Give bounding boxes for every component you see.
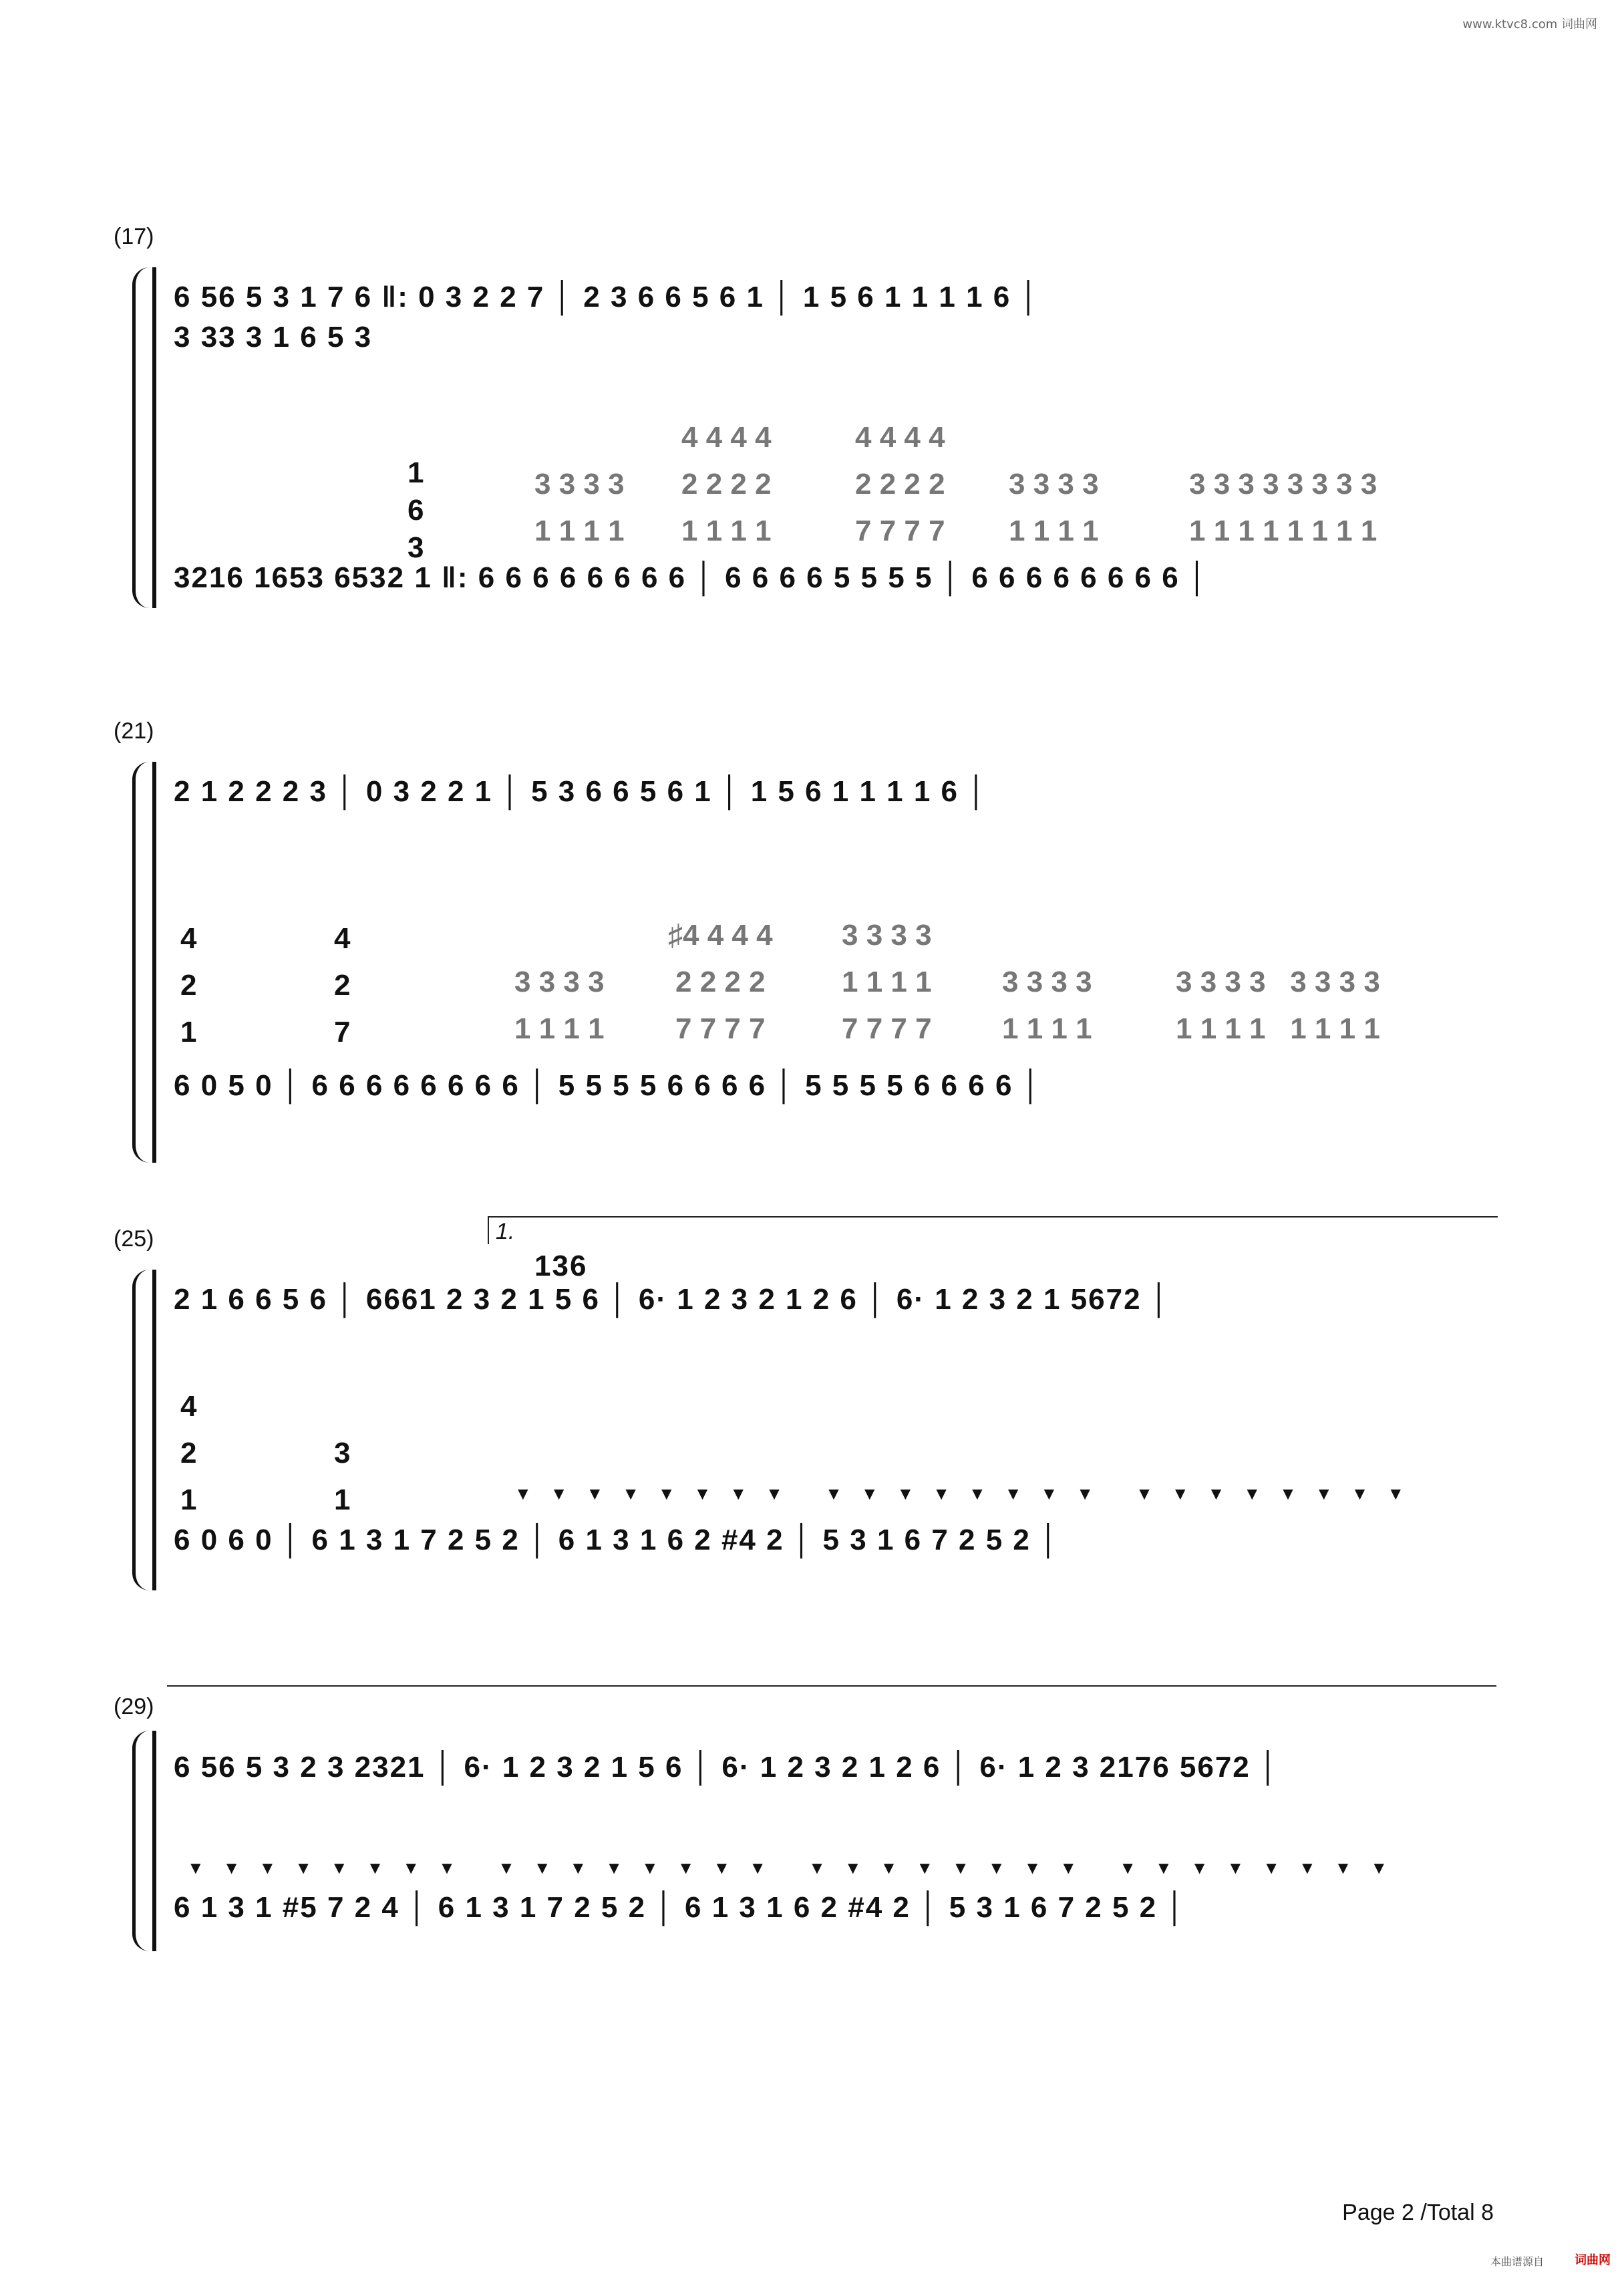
lower-staff: 6 0 5 0 │ 6 6 6 6 6 6 6 6 │ 5 5 5 5 6 6 6 6 │ 5 5 5 5 6 6 6 6 │: [174, 1069, 1043, 1102]
chord-stack: 4 4 4 4 2 2 2 2 1 1 1 1: [681, 421, 772, 547]
grand-staff-brace: [132, 1731, 153, 1951]
footer-source: [1490, 2253, 1544, 2269]
measure-number: (29): [114, 1694, 154, 1719]
site-watermark: www.ktvc8.com 词曲网: [1462, 17, 1597, 31]
lower-staff: 6 0 6 0 │ 6 1 3 1 7 2 5 2 │ 6 1 3 1 6 2 #4 2 │ 5 3 1 6 7 2 5 2 │: [174, 1524, 1060, 1556]
chord-stack: 3 3 3 3 3 3 3 3 1 1 1 1 1 1 1 1: [1189, 468, 1377, 547]
system-17: [114, 214, 1510, 615]
chord-stack: 4 2 1: [180, 1390, 197, 1516]
chord-stack: 3 3 3 3 1 1 1 1: [1002, 966, 1092, 1045]
section-rule: [167, 1685, 1496, 1687]
arpeggio-chord: 1 6 3: [408, 456, 424, 564]
lower-staff: 6 1 3 1 #5 7 2 4 │ 6 1 3 1 7 2 5 2 │ 6 1 3 1 6 2 #4 2 │ 5 3 1 6 7 2 5 2 │: [174, 1891, 1186, 1924]
staccato-marks: ▼▼▼▼▼▼▼▼ ▼▼▼▼▼▼▼▼ ▼▼▼▼▼▼▼▼ ▼▼▼▼▼▼▼▼: [187, 1858, 1407, 1878]
upper-staff-top-notes: 136: [534, 1250, 588, 1282]
upper-staff: 6 56 5 3 1 7 6 ‖: 0 3 2 2 7 │ 2 3 6 6 5 6 1 │ 1 5 6 1 1 1 1 6 │: [174, 281, 1040, 313]
first-ending-bracket: [488, 1216, 1498, 1244]
chord-stack: 4 2 1: [180, 922, 197, 1048]
upper-staff-lower-voice: 3 33 3 1 6 5 3: [174, 321, 373, 353]
chord-stack: ♯4 4 4 4 2 2 2 2 7 7 7 7: [668, 919, 773, 1045]
grand-staff-brace: [132, 267, 153, 608]
system-21: [114, 715, 1510, 1116]
upper-staff: 6 56 5 3 2 3 2321 │ 6· 1 2 3 2 1 5 6 │ 6· 1 2 3 2 1 2 6 │ 6· 1 2 3 2176 5672 │: [174, 1751, 1280, 1783]
chord-stack: 3 3 3 3 1 1 1 1: [534, 468, 625, 547]
left-barline: [152, 267, 156, 608]
upper-staff: 2 1 6 6 5 6 │ 6661 2 3 2 1 5 6 │ 6· 1 2 3 2 1 2 6 │ 6· 1 2 3 2 1 5672 │: [174, 1283, 1171, 1316]
system-25: [114, 1216, 1510, 1590]
measure-number: (17): [114, 224, 154, 249]
left-barline: [152, 1731, 156, 1951]
chord-stack: 3 3 3 3 1 1 1 1 7 7 7 7: [842, 919, 932, 1045]
chord-stack: 4 4 4 4 2 2 2 2 7 7 7 7: [855, 421, 945, 547]
chord-stack: 3 1: [334, 1437, 351, 1516]
system-29: [114, 1691, 1510, 1958]
staccato-marks: ▼▼▼▼▼▼▼▼ ▼▼▼▼▼▼▼▼ ▼▼▼▼▼▼▼▼: [514, 1483, 1424, 1504]
source-text: 本曲谱源自: [1490, 2257, 1544, 2268]
measure-number: (21): [114, 718, 154, 744]
chord-stack: 3 3 3 3 3 3 3 3 1 1 1 1 1 1 1 1: [1176, 966, 1380, 1045]
chord-stack: 4 2 7: [334, 922, 351, 1048]
upper-staff: 2 1 2 2 2 3 │ 0 3 2 2 1 │ 5 3 6 6 5 6 1 │ 1 5 6 1 1 1 1 6 │: [174, 775, 988, 808]
left-barline: [152, 1270, 156, 1590]
grand-staff-brace: [132, 1270, 153, 1590]
footer-logo: 词曲网: [1575, 2253, 1611, 2267]
chord-stack: 3 3 3 3 1 1 1 1: [514, 966, 605, 1045]
chord-stack: 3 3 3 3 1 1 1 1: [1009, 468, 1099, 547]
left-barline: [152, 762, 156, 1163]
measure-number: (25): [114, 1226, 154, 1252]
grand-staff-brace: [132, 762, 153, 1163]
lower-staff: 3216 1653 6532 1 ‖: 6 6 6 6 6 6 6 6 │ 6 6 6 6 5 5 5 5 │ 6 6 6 6 6 6 6 6 │: [174, 561, 1209, 594]
page-number: Page 2 /Total 8: [1342, 2200, 1494, 2225]
volta-label: 1.: [496, 1219, 515, 1244]
